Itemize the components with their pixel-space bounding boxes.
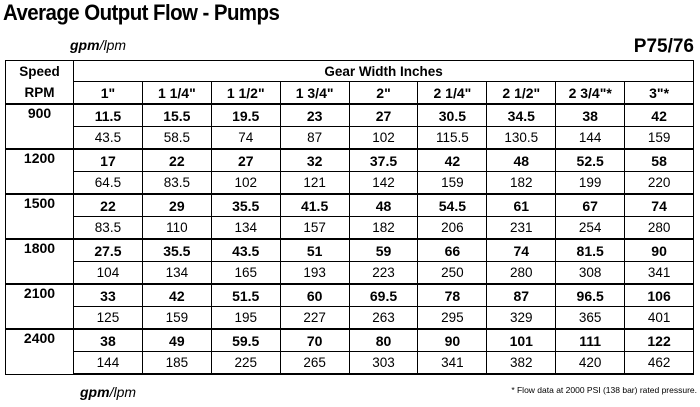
lpm-cell: 144 [74,352,143,375]
units-label-bottom [80,384,136,400]
gpm-cell: 101 [487,329,556,352]
lpm-cell: 157 [280,217,349,240]
footnote: * Flow data at 2000 PSI (138 bar) rated pressure. [511,385,697,395]
lpm-cell: 130.5 [487,127,556,150]
gpm-cell: 42 [142,284,211,307]
gpm-cell: 33 [74,284,143,307]
lpm-cell: 182 [487,172,556,195]
lpm-cell: 43.5 [74,127,143,150]
gear-width-column-header: 2" [349,82,418,104]
lpm-cell: 83.5 [74,217,143,240]
lpm-cell: 231 [487,217,556,240]
gpm-cell: 80 [349,329,418,352]
table-row-lpm [6,307,694,330]
lpm-cell: 199 [556,172,625,195]
lpm-cell: 341 [625,262,694,285]
gpm-cell: 69.5 [349,284,418,307]
gear-width-column-header: 2 3/4"* [556,82,625,104]
gpm-cell: 96.5 [556,284,625,307]
gpm-cell: 87 [487,284,556,307]
gpm-cell: 41.5 [280,194,349,217]
lpm-cell: 102 [349,127,418,150]
gpm-cell: 22 [142,149,211,172]
lpm-cell: 227 [280,307,349,330]
gpm-cell: 78 [418,284,487,307]
gpm-cell: 15.5 [142,104,211,127]
gpm-cell: 74 [487,239,556,262]
gpm-cell: 42 [418,149,487,172]
speed-rpm-header [6,61,74,105]
gpm-cell: 122 [625,329,694,352]
gpm-cell: 51.5 [211,284,280,307]
lpm-cell: 341 [418,352,487,375]
table-row-gpm [6,239,694,262]
gpm-cell: 29 [142,194,211,217]
lpm-cell: 64.5 [74,172,143,195]
gpm-cell: 32 [280,149,349,172]
gpm-cell: 67 [556,194,625,217]
gear-width-column-header: 1 1/2" [211,82,280,104]
lpm-cell: 144 [556,127,625,150]
lpm-cell: 110 [142,217,211,240]
units-gpm: gpm [80,384,110,400]
units-gpm: gpm [70,37,100,53]
lpm-cell: 263 [349,307,418,330]
lpm-cell: 329 [487,307,556,330]
gpm-cell: 35.5 [142,239,211,262]
lpm-cell: 58.5 [142,127,211,150]
lpm-cell: 462 [625,352,694,375]
lpm-cell: 401 [625,307,694,330]
lpm-cell: 280 [625,217,694,240]
lpm-cell: 104 [74,262,143,285]
table-row-lpm [6,262,694,285]
lpm-cell: 280 [487,262,556,285]
gpm-cell: 23 [280,104,349,127]
gpm-cell: 37.5 [349,149,418,172]
table-row-gpm [6,104,694,127]
lpm-cell: 193 [280,262,349,285]
gpm-cell: 74 [625,194,694,217]
lpm-cell: 159 [142,307,211,330]
gpm-cell: 30.5 [418,104,487,127]
lpm-cell: 134 [142,262,211,285]
lpm-cell: 121 [280,172,349,195]
table-header-row-group [6,61,694,82]
gpm-cell: 27 [211,149,280,172]
gpm-cell: 27 [349,104,418,127]
gpm-cell: 90 [625,239,694,262]
gear-width-column-header: 1 3/4" [280,82,349,104]
table-row-gpm [6,284,694,307]
lpm-cell: 303 [349,352,418,375]
gear-width-column-header: 1" [74,82,143,104]
lpm-cell: 102 [211,172,280,195]
lpm-cell: 182 [349,217,418,240]
units-label-top [70,37,126,53]
gpm-cell: 49 [142,329,211,352]
lpm-cell: 220 [625,172,694,195]
table-row-lpm [6,127,694,150]
gpm-cell: 35.5 [211,194,280,217]
gpm-cell: 48 [349,194,418,217]
lpm-cell: 265 [280,352,349,375]
table-row-lpm [6,217,694,240]
gpm-cell: 66 [418,239,487,262]
gpm-cell: 58 [625,149,694,172]
lpm-cell: 195 [211,307,280,330]
rpm-cell: 1800 [6,239,74,284]
lpm-cell: 142 [349,172,418,195]
gpm-cell: 11.5 [74,104,143,127]
gpm-cell: 48 [487,149,556,172]
table-row-lpm [6,352,694,375]
lpm-cell: 125 [74,307,143,330]
units-lpm: lpm [113,384,137,400]
gpm-cell: 43.5 [211,239,280,262]
lpm-cell: 83.5 [142,172,211,195]
lpm-cell: 206 [418,217,487,240]
gear-width-column-header: 2 1/4" [418,82,487,104]
lpm-cell: 159 [418,172,487,195]
lpm-cell: 420 [556,352,625,375]
gpm-cell: 60 [280,284,349,307]
model-number: P75/76 [633,36,694,57]
gear-width-column-header: 2 1/2" [487,82,556,104]
units-separator: / [109,384,114,400]
table-row-gpm [6,329,694,352]
gpm-cell: 111 [556,329,625,352]
lpm-cell: 159 [625,127,694,150]
lpm-cell: 250 [418,262,487,285]
gpm-cell: 61 [487,194,556,217]
rpm-cell: 2400 [6,329,74,374]
lpm-cell: 382 [487,352,556,375]
units-separator: / [99,37,104,53]
rpm-cell: 1200 [6,149,74,194]
gpm-cell: 90 [418,329,487,352]
units-lpm: lpm [103,37,127,53]
lpm-cell: 254 [556,217,625,240]
speed-label: Speed [19,64,60,79]
gpm-cell: 51 [280,239,349,262]
table-row-lpm [6,172,694,195]
rpm-cell: 1500 [6,194,74,239]
rpm-cell: 900 [6,104,74,149]
gpm-cell: 106 [625,284,694,307]
lpm-cell: 185 [142,352,211,375]
gpm-cell: 22 [74,194,143,217]
gpm-cell: 38 [74,329,143,352]
table-header-row-sizes [6,82,694,104]
table-row-gpm [6,194,694,217]
page-title: Average Output Flow - Pumps [3,0,280,25]
rpm-cell: 2100 [6,284,74,329]
gpm-cell: 19.5 [211,104,280,127]
lpm-cell: 223 [349,262,418,285]
gpm-cell: 34.5 [487,104,556,127]
gpm-cell: 59 [349,239,418,262]
lpm-cell: 115.5 [418,127,487,150]
gpm-cell: 54.5 [418,194,487,217]
table-row-gpm [6,149,694,172]
gear-width-header: Gear Width Inches [74,61,694,82]
lpm-cell: 165 [211,262,280,285]
gpm-cell: 81.5 [556,239,625,262]
gpm-cell: 17 [74,149,143,172]
gpm-cell: 27.5 [74,239,143,262]
gpm-cell: 59.5 [211,329,280,352]
gpm-cell: 38 [556,104,625,127]
gear-width-column-header: 1 1/4" [142,82,211,104]
rpm-label: RPM [24,85,55,100]
output-flow-table-body [6,61,694,375]
gpm-cell: 52.5 [556,149,625,172]
lpm-cell: 308 [556,262,625,285]
gpm-cell: 70 [280,329,349,352]
output-flow-table [5,60,694,375]
gear-width-column-header: 3"* [625,82,694,104]
lpm-cell: 87 [280,127,349,150]
gpm-cell: 42 [625,104,694,127]
lpm-cell: 225 [211,352,280,375]
lpm-cell: 134 [211,217,280,240]
lpm-cell: 365 [556,307,625,330]
lpm-cell: 74 [211,127,280,150]
lpm-cell: 295 [418,307,487,330]
